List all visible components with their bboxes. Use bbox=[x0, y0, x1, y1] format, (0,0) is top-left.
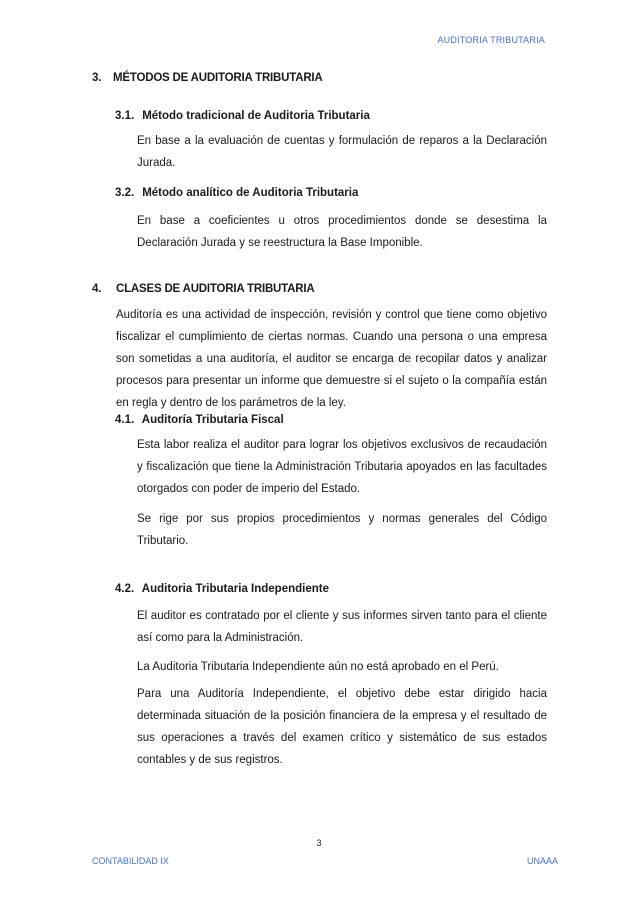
subsection-title: Auditoria Tributaria Independiente bbox=[141, 583, 329, 595]
subsection-number: 3.1. bbox=[115, 110, 135, 122]
subsection-title: Método analítico de Auditoria Tributaria bbox=[142, 187, 359, 199]
section-title: CLASES DE AUDITORIA TRIBUTARIA bbox=[116, 283, 315, 295]
paragraph: Auditoría es una actividad de inspección, revisión y control que tiene como objetivo fiscalizar el cumplimiento de ciertas normas. Cuando una persona o una empresa son sometidas a una auditoría, el auditor se encarga de recopilar datos y analizar procesos para presentar un informe que demuestre si el sujeto o la compañía están en regla y dentro de los parámetros de la ley. bbox=[116, 309, 547, 409]
paragraph: En base a coeficientes u otros procedimientos donde se desestima la Declaración Jurada y se reestructura la Base Imponible. bbox=[137, 215, 547, 249]
running-header: AUDITORIA TRIBUTARIA bbox=[437, 35, 545, 45]
section-number: 4. bbox=[92, 283, 102, 295]
section-4-heading bbox=[92, 283, 552, 299]
subsection-3-1-heading bbox=[115, 110, 370, 122]
section-title: MÉTODOS DE AUDITORIA TRIBUTARIA bbox=[113, 72, 323, 84]
paragraph: El auditor es contratado por el cliente y sus informes sirven tanto para el cliente así como para la Administración. bbox=[137, 610, 547, 644]
subsection-4-2-heading bbox=[115, 583, 329, 595]
paragraph: Esta labor realiza el auditor para lograr los objetivos exclusivos de recaudación y fiscalización que tiene la Administración Tributaria apoyados en las facultades otorgados con poder de imperio del Estado. bbox=[137, 439, 547, 495]
footer-course: CONTABILIDAD IX bbox=[92, 856, 169, 866]
paragraph: Para una Auditoría Independiente, el objetivo debe estar dirigido hacia determinada situación de la posición financiera de la empresa y el resultado de sus operaciones a través del examen crítico y sistemático de sus estados contables y de sus registros. bbox=[137, 688, 547, 766]
subsection-number: 4.1. bbox=[115, 414, 135, 426]
subsection-4-1-heading bbox=[115, 414, 284, 426]
section-number: 3. bbox=[92, 72, 102, 84]
subsection-3-2-heading bbox=[115, 187, 358, 199]
section-3-heading bbox=[92, 72, 552, 88]
page-number: 3 bbox=[316, 838, 322, 848]
subsection-title: Método tradicional de Auditoria Tributaria bbox=[142, 110, 370, 122]
subsection-number: 3.2. bbox=[115, 187, 135, 199]
subsection-title: Auditoría Tributaria Fiscal bbox=[141, 414, 284, 426]
footer-institution: UNAAA bbox=[526, 856, 558, 866]
paragraph: En base a la evaluación de cuentas y formulación de reparos a la Declaración Jurada. bbox=[137, 135, 547, 169]
subsection-number: 4.2. bbox=[115, 583, 135, 595]
paragraph: La Auditoria Tributaria Independiente aún no está aprobado en el Perú. bbox=[137, 661, 499, 673]
paragraph: Se rige por sus propios procedimientos y normas generales del Código Tributario. bbox=[137, 513, 547, 547]
